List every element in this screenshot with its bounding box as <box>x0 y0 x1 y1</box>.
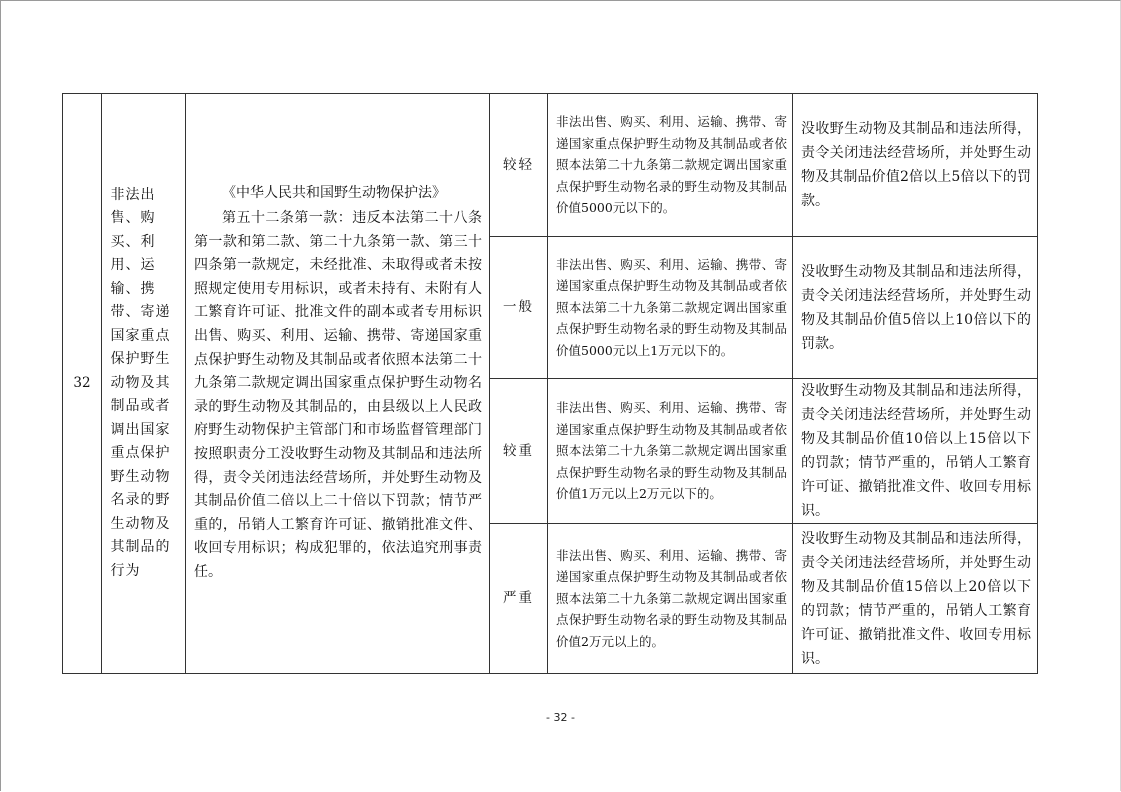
penalty-text: 没收野生动物及其制品和违法所得，责令关闭违法经营场所，并处野生动物及其制品价值5倍以上10倍以下的罚款。 <box>801 263 1031 352</box>
law-article-text: 第五十二条第一款：违反本法第二十八条第一款和第二款、第二十九条第一款、第三十四条第一款规定，未经批准、未取得或者未按照规定使用专用标识，或者未持有、未附有人工繁育许可证、批准文件的副本或者专用标识出售、购买、利用、运输、携带、寄递国家重点保护野生动物及其制品或者依照本法第二十九条第二款规定调出国家重点保护野生动物名录的野生动物及其制品的，由县级以上人民政府野生动物保护主管部门和市场监督管理部门按照职责分工没收野生动物及其制品和违法所得，责令关闭违法经营场所，并处野生动物及其制品价值二倍以上二十倍以下罚款；情节严重的，吊销人工繁育许可证、撤销批准文件、收回专用标识；构成犯罪的，依法追究刑事责任。 <box>194 210 482 580</box>
circumstance-cell <box>548 94 793 237</box>
penalty-text: 没收野生动物及其制品和违法所得，责令关闭违法经营场所，并处野生动物及其制品价值2倍以上5倍以下的罚款。 <box>801 121 1031 209</box>
penalty-cell <box>793 524 1038 674</box>
severity-level-cell <box>490 94 548 237</box>
violation-act-text: 非法出售、购买、利用、运输、携带、寄递国家重点保护野生动物及其制品或者调出国家重点保护野生动物名录的野生动物及其制品的行为 <box>110 186 171 579</box>
entry-number-cell <box>63 94 102 674</box>
penalty-text: 没收野生动物及其制品和违法所得，责令关闭违法经营场所，并处野生动物及其制品价值10倍以上15倍以下的罚款；情节严重的，吊销人工繁育许可证、撤销批准文件、收回专用标识。 <box>801 383 1031 519</box>
severity-level-label: 一般 <box>503 299 534 315</box>
severity-level-cell <box>490 379 548 524</box>
circumstance-cell <box>548 379 793 524</box>
penalty-cell <box>793 379 1038 524</box>
entry-number: 32 <box>73 375 91 391</box>
table-row <box>63 94 1038 237</box>
circumstance-cell <box>548 524 793 674</box>
severity-level-cell <box>490 524 548 674</box>
severity-level-cell <box>490 237 548 379</box>
severity-level-label: 较轻 <box>503 156 534 173</box>
penalty-standard-table <box>62 93 1038 674</box>
circumstance-text: 非法出售、购买、利用、运输、携带、寄递国家重点保护野生动物及其制品或者依照本法第二十九条第二款规定调出国家重点保护野生动物名录的野生动物及其制品价值2万元以上的。 <box>556 547 787 649</box>
page-number: - 32 - <box>546 711 575 724</box>
circumstance-text: 非法出售、购买、利用、运输、携带、寄递国家重点保护野生动物及其制品或者依照本法第二十九条第二款规定调出国家重点保护野生动物名录的野生动物及其制品价值5000元以上1万元以下的。 <box>556 256 787 358</box>
penalty-cell <box>793 237 1038 379</box>
penalty-cell <box>793 94 1038 237</box>
law-title: 《中华人民共和国野生动物保护法》 <box>222 185 446 202</box>
circumstance-text: 非法出售、购买、利用、运输、携带、寄递国家重点保护野生动物及其制品或者依照本法第二十九条第二款规定调出国家重点保护野生动物名录的野生动物及其制品价值1万元以上2万元以下的。 <box>556 400 787 502</box>
circumstance-text: 非法出售、购买、利用、运输、携带、寄递国家重点保护野生动物及其制品或者依照本法第二十九条第二款规定调出国家重点保护野生动物名录的野生动物及其制品价值5000元以下的。 <box>556 114 787 216</box>
circumstance-cell <box>548 237 793 379</box>
violation-act-cell <box>102 94 186 674</box>
legal-basis-cell <box>186 94 490 674</box>
penalty-text: 没收野生动物及其制品和违法所得，责令关闭违法经营场所，并处野生动物及其制品价值15倍以上20倍以下的罚款；情节严重的，吊销人工繁育许可证、撤销批准文件、收回专用标识。 <box>801 530 1031 667</box>
severity-level-label: 较重 <box>503 442 534 459</box>
severity-level-label: 严重 <box>503 590 534 606</box>
